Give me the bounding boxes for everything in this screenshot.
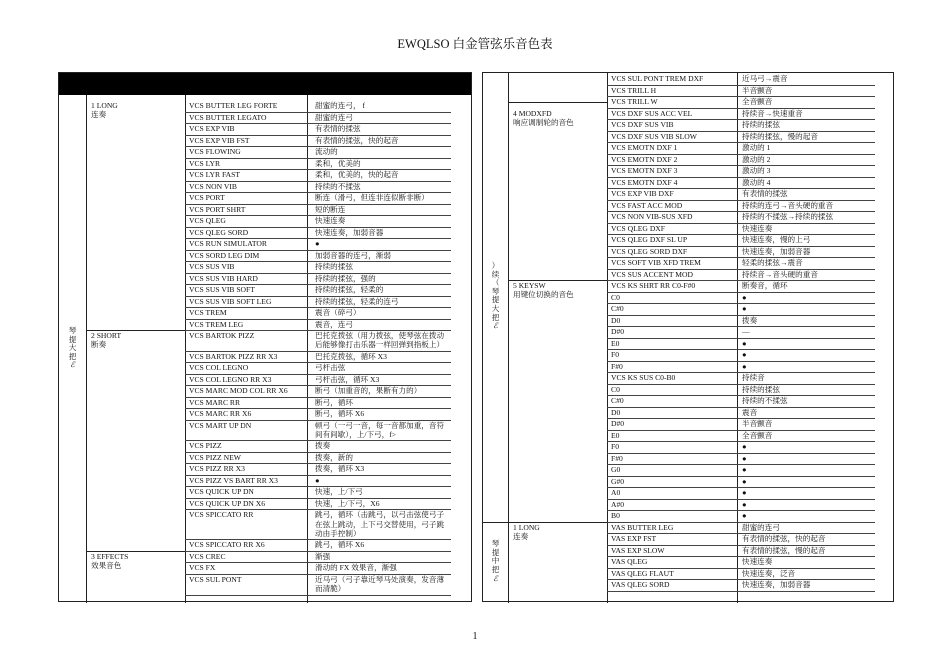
- patch-description: 有表情的揉弦: [742, 189, 788, 198]
- patch-description: —: [742, 327, 750, 336]
- patch-description: ●: [742, 488, 747, 497]
- patch-description: 甜蜜的连弓: [315, 112, 353, 122]
- patch-description: 有表情的揉弦，快的起音: [315, 135, 399, 145]
- row-underline: [607, 591, 737, 592]
- instrument-code: ℰ: [493, 573, 498, 583]
- instrument-patch-name: VCS COL LEGNO RR X3: [189, 374, 272, 384]
- patch-description: 断弓，循环: [315, 397, 353, 407]
- table-row: [59, 575, 471, 596]
- instrument-label: [490, 540, 502, 583]
- instrument-patch-name: VCS MARC MOD COL RR X6: [189, 386, 288, 396]
- patch-description: 顿弓（一弓一音，每一音都加重，音符: [315, 420, 445, 430]
- instrument-patch-name: E0: [611, 430, 620, 440]
- instrument-patch-name: VCS EMOTN DXF 2: [611, 154, 678, 164]
- patch-description: 拨奏: [742, 315, 758, 325]
- patch-description: 甜蜜的连弓: [742, 522, 780, 532]
- category-label: [513, 523, 540, 542]
- patch-description: 半音颤音: [742, 85, 773, 95]
- category-label-line: 4 MODXFD: [513, 108, 552, 118]
- instrument-patch-name: D0: [611, 407, 621, 417]
- instrument-patch-name: VCS QUICK UP DN: [189, 487, 254, 497]
- patch-description: 震音（碎弓）: [315, 308, 361, 317]
- instrument-patch-name: VCS BARTOK PIZZ RR X3: [189, 351, 278, 361]
- patch-description: 渐强: [315, 551, 331, 561]
- instrument-label-char: 琴: [491, 286, 500, 296]
- instrument-patch-name: B0: [611, 511, 620, 520]
- patch-description: 在弦上跳动，上下弓交替使用，弓子跳: [315, 519, 445, 529]
- table-row: [59, 421, 471, 442]
- instrument-patch-name: VCS SPICCATO RR X6: [189, 540, 265, 550]
- instrument-patch-name: D#0: [611, 419, 625, 428]
- instrument-patch-name: VCS TREM: [189, 308, 227, 317]
- instrument-patch-name: VCS EXP VIB FST: [189, 135, 250, 145]
- patch-description: ●: [742, 499, 747, 509]
- instrument-label-char: ）: [491, 261, 500, 271]
- instrument-patch-name: VAS BUTTER LEG: [611, 522, 674, 532]
- instrument-label-char: 把: [491, 565, 500, 575]
- category-label-line: 效果音色: [91, 561, 122, 571]
- instrument-patch-name: VCS PORT SHRT: [189, 204, 246, 214]
- instrument-code: ℰ: [493, 321, 498, 331]
- category-label: [91, 101, 118, 120]
- instrument-patch-name: F0: [611, 442, 620, 451]
- category-label-line: 1 LONG: [513, 522, 540, 532]
- patch-description: 持续的不揉弦: [742, 396, 788, 405]
- patch-description: 半音颤音: [742, 419, 773, 428]
- patch-description: ●: [742, 292, 747, 302]
- patch-description: 激动的 2: [742, 154, 771, 164]
- patch-description: ●: [742, 442, 747, 451]
- patch-description: 甜蜜的连弓， f: [315, 101, 365, 110]
- left-table: [58, 72, 472, 602]
- patch-description: 拨奏，新的: [315, 452, 353, 462]
- category-label-line: 2 SHORT: [91, 331, 122, 340]
- instrument-patch-name: F#0: [611, 361, 623, 371]
- instrument-patch-name: VCS PIZZ VS BART RR X3: [189, 475, 278, 485]
- patch-description: 有表情的揉弦，快的起音: [742, 534, 826, 543]
- instrument-patch-name: VCS LYR: [189, 158, 221, 168]
- row-underline: [737, 591, 875, 592]
- instrument-patch-name: VCS SOFT VIB XFD TREM: [611, 258, 701, 267]
- instrument-label-char: 提: [491, 547, 500, 557]
- instrument-label-char: 琴: [491, 539, 500, 549]
- patch-description: 激动的 3: [742, 166, 771, 175]
- patch-description: 断弓，循环 X6: [315, 409, 365, 419]
- instrument-label-char: 大: [68, 343, 77, 353]
- patch-description: 断奏音，循环: [742, 281, 788, 290]
- category-label-line: 用键位切换的音色: [513, 290, 574, 300]
- patch-description: 全音颤音: [742, 430, 773, 440]
- instrument-patch-name: VCS QLEG SORD: [189, 227, 249, 237]
- instrument-label-char: 中: [491, 556, 500, 566]
- patch-description: 有表情的揉弦: [315, 124, 361, 133]
- instrument-patch-name: VCS EMOTN DXF 3: [611, 166, 678, 175]
- table-row: [59, 510, 471, 540]
- patch-description: 柔和，优美的: [315, 158, 361, 168]
- category-label-line: 1 LONG: [91, 101, 118, 110]
- instrument-patch-name: VCS FLOWING: [189, 147, 241, 156]
- patch-description: 持续的揉弦，轻柔的: [315, 285, 384, 294]
- patch-description: 后能够像打击乐器一样回弹到指板上）: [315, 340, 445, 350]
- patch-description: 间有间歇），上/下弓，f>: [315, 429, 397, 439]
- category-label-line: 响应调制轮的音色: [513, 117, 574, 127]
- instrument-patch-name: F#0: [611, 453, 623, 463]
- category-label-line: 5 KEYSW: [513, 281, 546, 290]
- instrument-patch-name: VCS EXP VIB: [189, 124, 235, 133]
- instrument-patch-name: VCS SPICCATO RR: [189, 510, 254, 520]
- category-label-line: 3 EFFECTS: [91, 551, 129, 561]
- patch-description: ●: [742, 338, 747, 348]
- table-header-bar: [59, 73, 471, 95]
- instrument-patch-name: VCS QLEG DXF: [611, 223, 666, 233]
- instrument-label-char: 提: [491, 295, 500, 305]
- instrument-label-char: 提: [68, 334, 77, 344]
- patch-description: 跳弓，循环 X6: [315, 540, 365, 550]
- instrument-patch-name: VCS MARC RR: [189, 397, 241, 407]
- row-underline: [185, 595, 307, 596]
- instrument-patch-name: F0: [611, 350, 620, 359]
- instrument-patch-name: VCS DXF SUS VIB SLOW: [611, 131, 697, 141]
- instrument-patch-name: VCS SUS VIB: [189, 262, 235, 271]
- patch-description: 跳弓，循环（击跳弓，以弓击弦使弓子: [315, 510, 445, 520]
- document-title: EWQLSO 白金管弦乐音色表: [397, 37, 553, 51]
- category-label-line: 连奏: [91, 110, 107, 120]
- patch-description: 激动的 1: [742, 143, 771, 152]
- instrument-patch-name: VCS KS SUS C0-B0: [611, 373, 676, 382]
- instrument-patch-name: VCS EXP VIB DXF: [611, 189, 674, 198]
- instrument-label-char: 大: [491, 304, 500, 314]
- instrument-patch-name: VCS QLEG SORD DXF: [611, 246, 688, 256]
- patch-description: 快速连奏，泛音: [742, 568, 796, 578]
- category-label: [513, 109, 574, 128]
- instrument-patch-name: VCS SUS VIB HARD: [189, 273, 258, 283]
- patch-description: 巴托克拨弦（用力拨弦，使琴弦在拨动: [315, 331, 445, 340]
- instrument-patch-name: VCS BARTOK PIZZ: [189, 331, 255, 340]
- patch-description: 弓杆击弦，循环 X3: [315, 374, 380, 384]
- instrument-patch-name: VCS SUL PONT TREM DXF: [611, 74, 704, 83]
- patch-description: ●: [742, 511, 747, 520]
- instrument-patch-name: VCS TRILL W: [611, 97, 658, 106]
- patch-description: 短的断连: [315, 204, 346, 214]
- instrument-patch-name: VCS SORD LEG DIM: [189, 250, 260, 260]
- instrument-patch-name: D0: [611, 315, 621, 325]
- patch-description: 快速连奏: [742, 557, 773, 566]
- patch-description: 激动的 4: [742, 177, 771, 187]
- instrument-label-char: （: [491, 278, 500, 288]
- patch-description: 拨奏，循环 X3: [315, 464, 365, 474]
- instrument-patch-name: C0: [611, 292, 620, 302]
- instrument-patch-name: G#0: [611, 476, 625, 486]
- patch-description: ●: [742, 453, 747, 463]
- instrument-patch-name: VCS NON VIB-SUS XFD: [611, 212, 693, 221]
- instrument-patch-name: VAS EXP FST: [611, 534, 657, 543]
- instrument-patch-name: VCS TREM LEG: [189, 319, 244, 329]
- instrument-patch-name: G0: [611, 465, 621, 474]
- patch-description: 震音: [742, 407, 758, 417]
- patch-description: 快速，上/下弓，X6: [315, 498, 380, 508]
- patch-description: 巴托克拨弦，循环 X3: [315, 351, 387, 361]
- patch-description: 拨奏: [315, 441, 331, 451]
- patch-description: ●: [742, 361, 747, 371]
- patch-description: 持续的揉弦，强的: [315, 273, 376, 283]
- category-label-line: 连奏: [513, 531, 529, 541]
- patch-description: 轻柔的揉弦→震音: [742, 258, 803, 267]
- patch-description: 持续的揉弦: [742, 384, 780, 394]
- patch-description: 快速连奏: [742, 223, 773, 233]
- instrument-patch-name: VCS QLEG DXF SL UP: [611, 235, 688, 244]
- instrument-patch-name: VCS SUL PONT: [189, 574, 242, 584]
- patch-description: 断弓（加重音的，果断有力的）: [315, 386, 422, 396]
- instrument-patch-name: VCS MART UP DN: [189, 420, 252, 430]
- patch-description: 持续的连弓→音头硬的重音: [742, 200, 834, 210]
- instrument-label-char: 把: [68, 351, 77, 361]
- patch-description: 快速，上/下弓: [315, 487, 363, 497]
- row-divider: [508, 102, 607, 103]
- patch-description: ●: [315, 239, 320, 248]
- instrument-patch-name: VAS QLEG SORD: [611, 580, 670, 589]
- patch-description: ●: [742, 304, 747, 313]
- patch-description: 持续的不揉弦→持续的揉弦: [742, 212, 834, 221]
- patch-description: 有表情的揉弦，慢的起音: [742, 545, 826, 555]
- patch-description: ●: [742, 476, 747, 486]
- instrument-patch-name: VCS RUN SIMULATOR: [189, 239, 267, 248]
- patch-description: 持续音→快速重音: [742, 108, 803, 118]
- instrument-patch-name: E0: [611, 338, 620, 348]
- instrument-patch-name: C#0: [611, 304, 624, 313]
- instrument-patch-name: C0: [611, 384, 620, 394]
- instrument-patch-name: VCS SUS VIB SOFT LEG: [189, 296, 272, 306]
- category-label: [91, 552, 128, 571]
- patch-description: 持续的揉弦，慢的起音: [742, 131, 818, 141]
- patch-description: 加弱音器的连弓，渐弱: [315, 250, 391, 260]
- patch-description: ●: [742, 465, 747, 474]
- instrument-patch-name: VCS COL LEGNO: [189, 363, 249, 373]
- patch-description: 持续的不揉弦: [315, 181, 361, 191]
- category-label-line: 断奏: [91, 340, 107, 350]
- category-label: [513, 281, 574, 300]
- patch-description: 柔和，优美的，快的起音: [315, 170, 399, 179]
- instrument-patch-name: VCS BUTTER LEGATO: [189, 112, 267, 122]
- instrument-patch-name: VCS MARC RR X6: [189, 409, 252, 419]
- instrument-patch-name: VCS PIZZ RR X3: [189, 464, 245, 474]
- patch-description: 持续的揉弦: [742, 120, 780, 129]
- patch-description: 近马弓（弓子靠近琴马处演奏，发音薄: [315, 574, 445, 584]
- instrument-patch-name: VCS PIZZ: [189, 441, 222, 451]
- patch-description: 弓杆击弦: [315, 363, 346, 373]
- instrument-patch-name: VCS BUTTER LEG FORTE: [189, 101, 278, 110]
- instrument-patch-name: VCS LYR FAST: [189, 170, 241, 179]
- instrument-label-char: 把: [491, 312, 500, 322]
- instrument-patch-name: VCS SUS VIB SOFT: [189, 285, 255, 294]
- right-table: [482, 72, 894, 602]
- instrument-patch-name: A#0: [611, 499, 625, 509]
- instrument-patch-name: VCS NON VIB: [189, 181, 237, 191]
- instrument-patch-name: VCS PORT: [189, 193, 225, 202]
- patch-description: 快速连奏，慢的上弓: [742, 235, 811, 244]
- patch-description: 持续音: [742, 373, 765, 382]
- instrument-patch-name: VCS SUS ACCENT MOD: [611, 269, 693, 279]
- instrument-patch-name: VCS CREC: [189, 551, 226, 561]
- patch-description: 快速连奏: [315, 216, 346, 225]
- instrument-label-char: 琴: [68, 326, 77, 335]
- instrument-patch-name: A0: [611, 488, 621, 497]
- instrument-patch-name: VAS EXP SLOW: [611, 545, 665, 555]
- instrument-patch-name: VAS QLEG: [611, 557, 648, 566]
- patch-description: 动由手控制）: [315, 528, 361, 538]
- patch-description: ●: [742, 350, 747, 359]
- instrument-patch-name: VCS PIZZ NEW: [189, 452, 241, 462]
- instrument-patch-name: VCS DXF SUS ACC VEL: [611, 108, 693, 118]
- patch-description: 快速连奏，加弱音器: [315, 227, 384, 237]
- instrument-patch-name: D#0: [611, 327, 625, 336]
- instrument-patch-name: VCS KS SHRT RR C0-F#0: [611, 281, 696, 290]
- patch-description: ●: [315, 475, 320, 485]
- patch-description: 断连（滑弓，但连非连似断非断）: [315, 193, 429, 202]
- instrument-patch-name: VCS DXF SUS VIB: [611, 120, 674, 129]
- instrument-label-char: 续: [491, 269, 500, 279]
- instrument-code: ℰ: [70, 360, 75, 370]
- patch-description: 近马弓→震音: [742, 74, 788, 83]
- patch-description: 而清脆）: [315, 583, 346, 593]
- patch-description: 全音颤音: [742, 97, 773, 106]
- instrument-patch-name: VCS EMOTN DXF 1: [611, 143, 678, 152]
- instrument-patch-name: VAS QLEG FLAUT: [611, 568, 674, 578]
- instrument-patch-name: VCS QLEG: [189, 216, 226, 225]
- patch-description: 快速连奏，加弱音器: [742, 246, 811, 256]
- patch-description: 快速连奏，加弱音器: [742, 580, 811, 589]
- page-number: 1: [472, 631, 478, 642]
- instrument-patch-name: VCS EMOTN DXF 4: [611, 177, 678, 187]
- category-label: [91, 331, 121, 350]
- row-underline: [307, 595, 451, 596]
- patch-description: 震音，连弓: [315, 319, 353, 329]
- patch-description: 持续的揉弦，轻柔的连弓: [315, 296, 399, 306]
- instrument-label: [490, 262, 502, 331]
- instrument-patch-name: VCS QUICK UP DN X6: [189, 498, 266, 508]
- instrument-patch-name: VCS FX: [189, 563, 216, 573]
- patch-description: 滑动的 FX 效果音，渐强: [315, 563, 397, 573]
- instrument-label: [67, 327, 79, 370]
- instrument-patch-name: VCS FAST ACC MOD: [611, 200, 683, 210]
- patch-description: 流动的: [315, 147, 338, 156]
- instrument-patch-name: C#0: [611, 396, 624, 405]
- patch-description: 持续的揉弦: [315, 262, 353, 271]
- patch-description: 持续音→音头硬的重音: [742, 269, 818, 279]
- instrument-patch-name: VCS TRILL H: [611, 85, 657, 95]
